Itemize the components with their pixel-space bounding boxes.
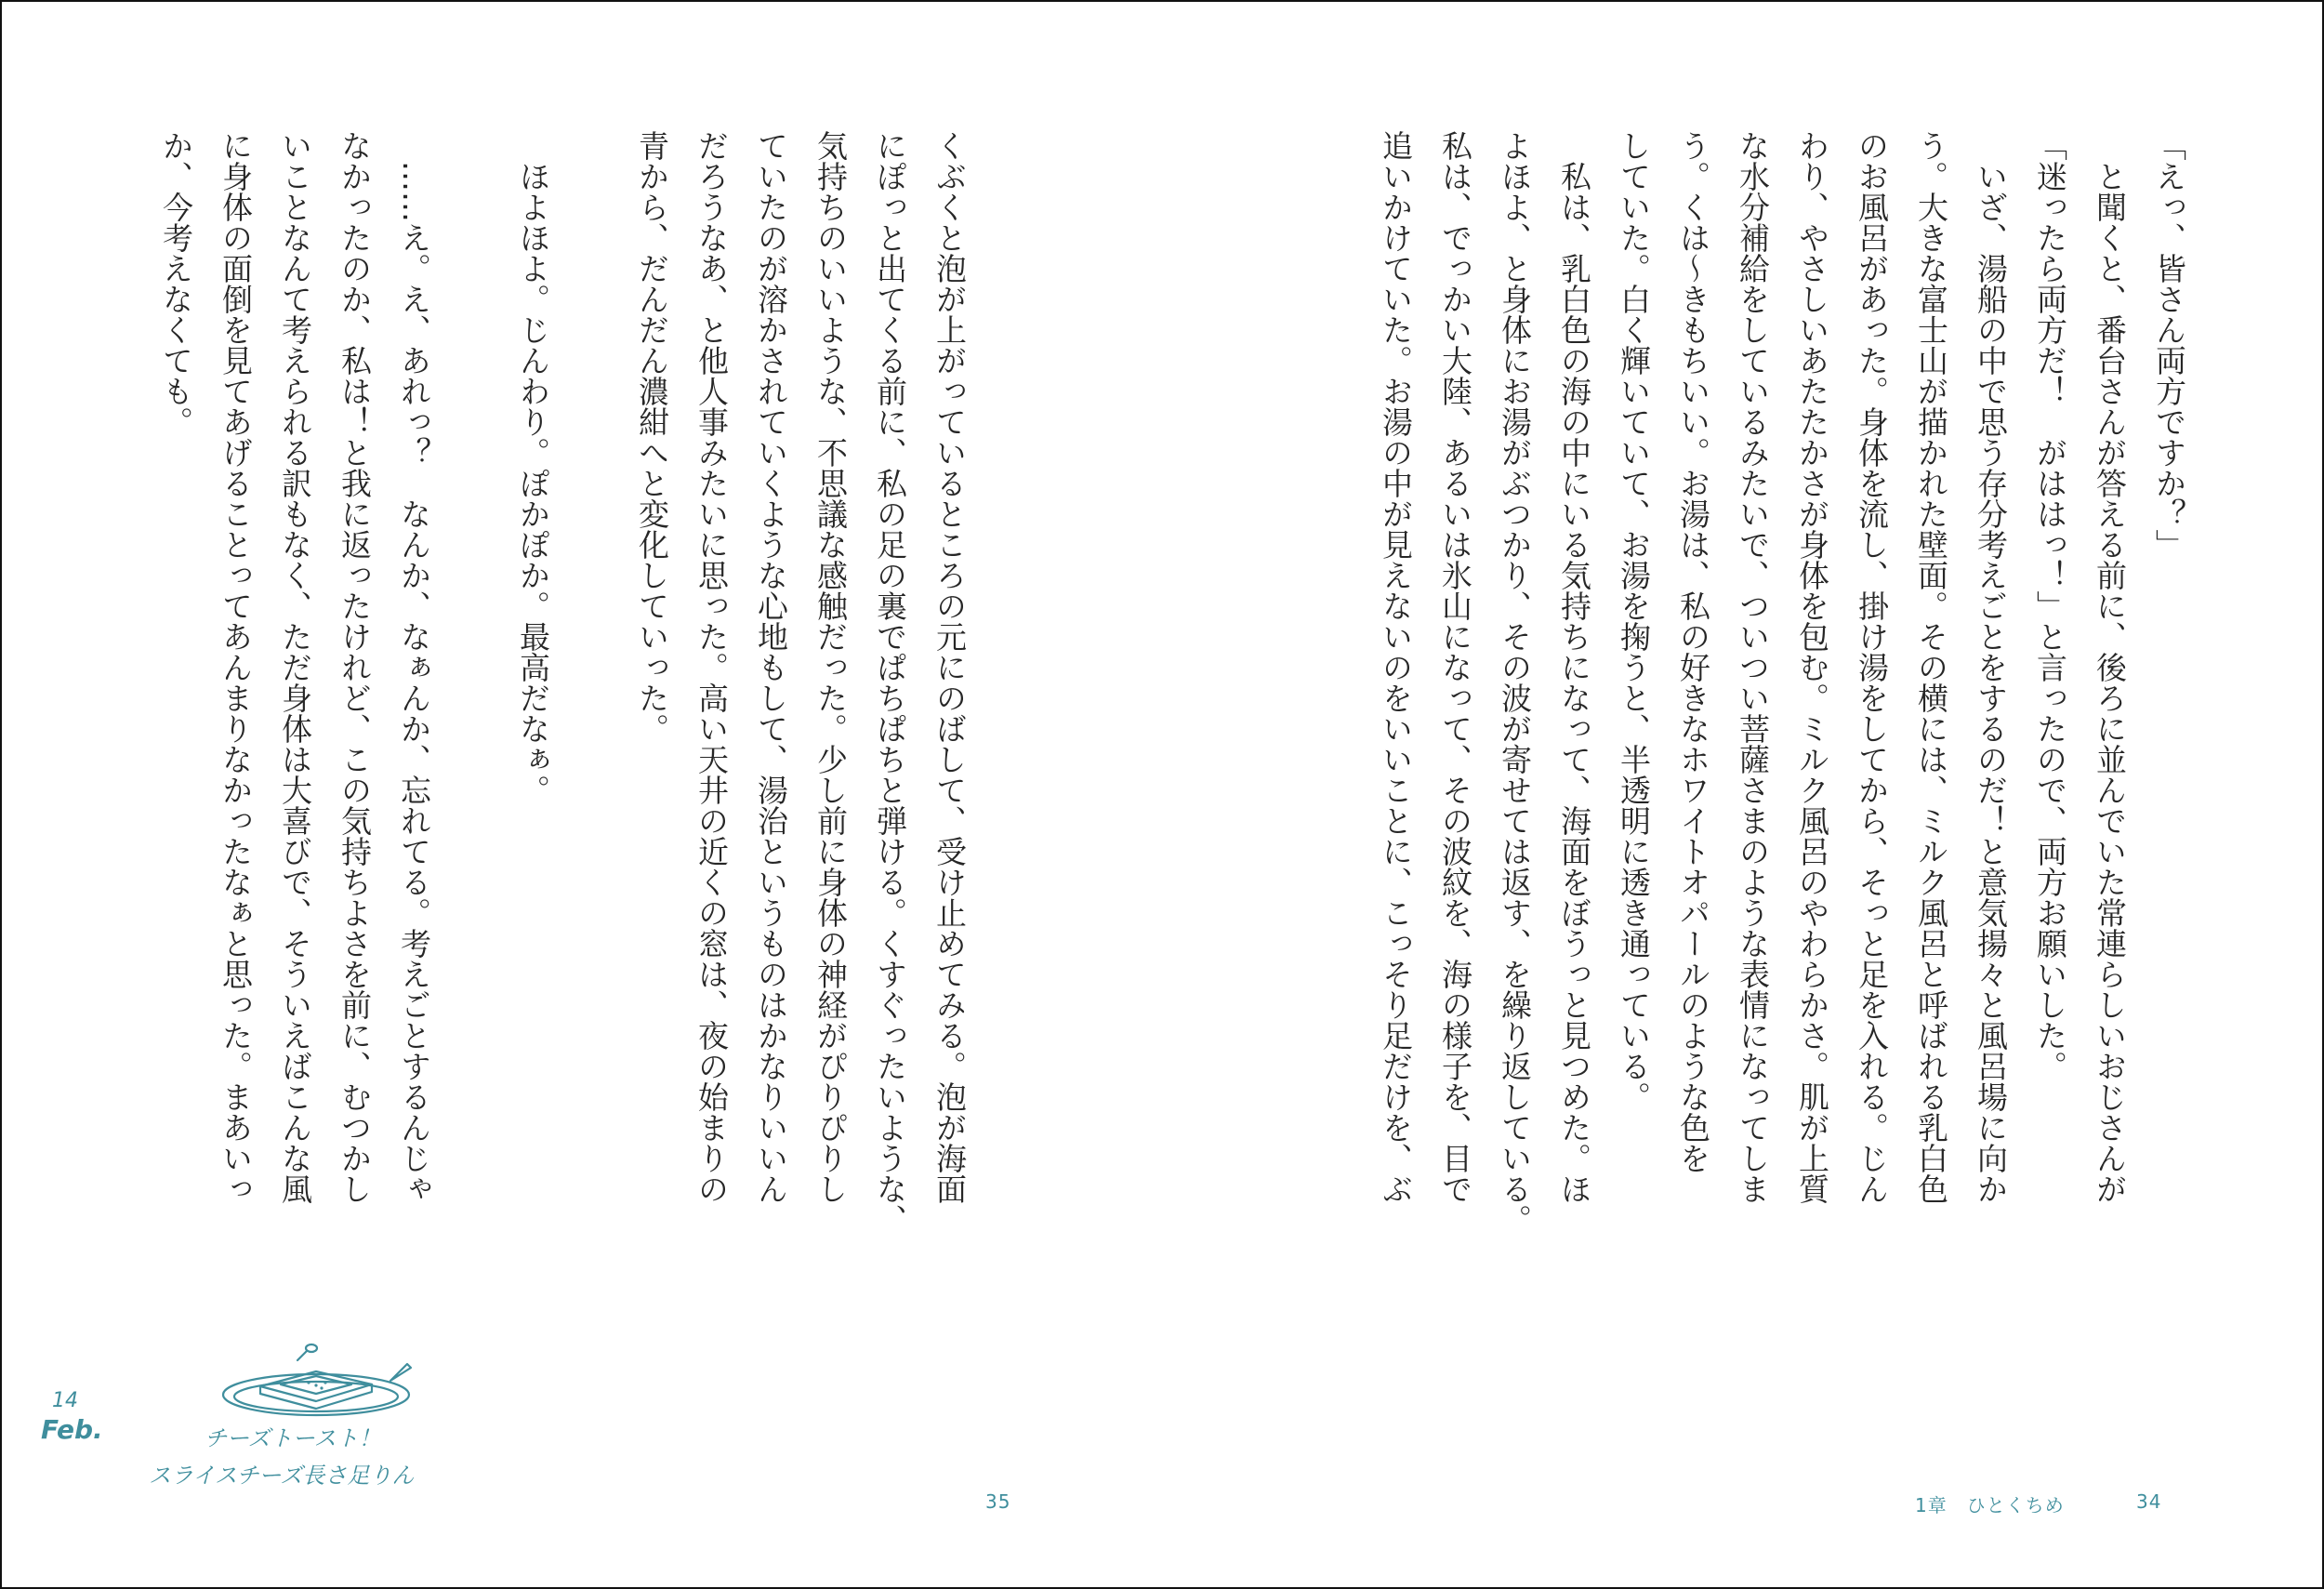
caption-line-1: チーズトースト！: [205, 1425, 381, 1451]
text-line: か、今考えなくても。: [158, 130, 194, 437]
toast-illustration: [37, 1344, 428, 1492]
text-line: と聞くと、番台さんが答える前に、後ろに並んでいた常連らしいおじさんが: [2092, 130, 2128, 1204]
text-line: わり、やさしいあたたかさが身体を包む。ミルク風呂のやわらかさ。肌が上質: [1794, 130, 1830, 1204]
text-line: にぽっと出てくる前に、私の足の裏でぱちぱちと弾ける。くすぐったいような、: [872, 130, 908, 1235]
text-line: 「えっ、皆さん両方ですか？」: [2151, 130, 2187, 560]
text-line: ていたのが溶かされていくような心地もして、湯治というものはかなりいいん: [753, 130, 789, 1204]
toast-sketch-icon: [37, 1344, 428, 1492]
running-head-chapter: 1章 ひとくちめ: [1915, 1494, 2065, 1516]
text-line: う。大きな富士山が描かれた壁面。その横には、ミルク風呂と呼ばれる乳白色: [1913, 130, 1949, 1204]
caption-line-2: スライスチーズ長さ足りん: [149, 1463, 415, 1489]
text-line: 私は、乳白色の海の中にいる気持ちになって、海面をぼうっと見つめた。ほ: [1556, 130, 1592, 1204]
text-line: う。くは～きもちいい。お湯は、私の好きなホワイトオパールのような色を: [1675, 130, 1711, 1173]
date-day: 14: [52, 1389, 78, 1412]
text-line: 私は、でっかい大陸、あるいは氷山になって、その波紋を、海の様子を、目で: [1437, 130, 1473, 1204]
text-line: ほよほよ。じんわり。ぽかぽか。最高だなぁ。: [515, 130, 551, 805]
date-month: Feb.: [41, 1414, 103, 1445]
blank-line: [562, 130, 622, 1209]
text-line: に身体の面倒を見てあげることってあんまりなかったなぁと思った。まあいっ: [218, 130, 254, 1204]
blank-line: [443, 130, 503, 1209]
text-line: なかったのか、私は！と我に返ったけれど、この気持ちよさを前に、むつかし: [337, 130, 373, 1204]
text-line: 追いかけていた。お湯の中が見えないのをいいことに、こっそり足だけを、ぶ: [1378, 130, 1414, 1204]
page-number-left: 35: [985, 1490, 1011, 1513]
text-line: だろうなあ、と他人事みたいに思った。高い天井の近くの窓は、夜の始まりの: [693, 130, 730, 1204]
text-line: 「迷ったら両方だ！ がははっ！」と言ったので、両方お願いした。: [2032, 130, 2068, 1081]
text-line: していた。白く輝いていて、お湯を掬うと、半透明に透き通っている。: [1616, 130, 1652, 1112]
text-line: いことなんて考えられる訳もなく、ただ身体は大喜びで、そういえばこんな風: [277, 130, 313, 1204]
text-line: 気持ちのいいような、不思議な感触だった。少し前に身体の神経がぴりぴりし: [812, 130, 849, 1204]
page-34: [1162, 0, 2324, 1589]
text-line: いざ、湯船の中で思う存分考えごとをするのだ！と意気揚々と風呂場に向か: [1973, 130, 2009, 1204]
text-line: のお風呂があった。身体を流し、掛け湯をしてから、そっと足を入れる。じん: [1854, 130, 1890, 1204]
body-text-left: [146, 130, 979, 1235]
page-number-right: 34: [2136, 1490, 2162, 1513]
text-line: な水分補給をしているみたいで、ついつい菩薩さまのような表情になってしま: [1735, 130, 1771, 1204]
text-line: よほよ、と身体にお湯がぶつかり、その波が寄せては返す、を繰り返している。: [1497, 130, 1533, 1235]
body-text-right: [1366, 130, 2199, 1235]
text-line: ……え。え、あれっ？ なんか、なぁんか、忘れてる。考えごとするんじゃ: [396, 130, 432, 1204]
text-line: くぶくと泡が上がっているところの元にのばして、受け止めてみる。泡が海面: [931, 130, 968, 1204]
text-line: 青から、だんだん濃紺へと変化していった。: [634, 130, 670, 744]
